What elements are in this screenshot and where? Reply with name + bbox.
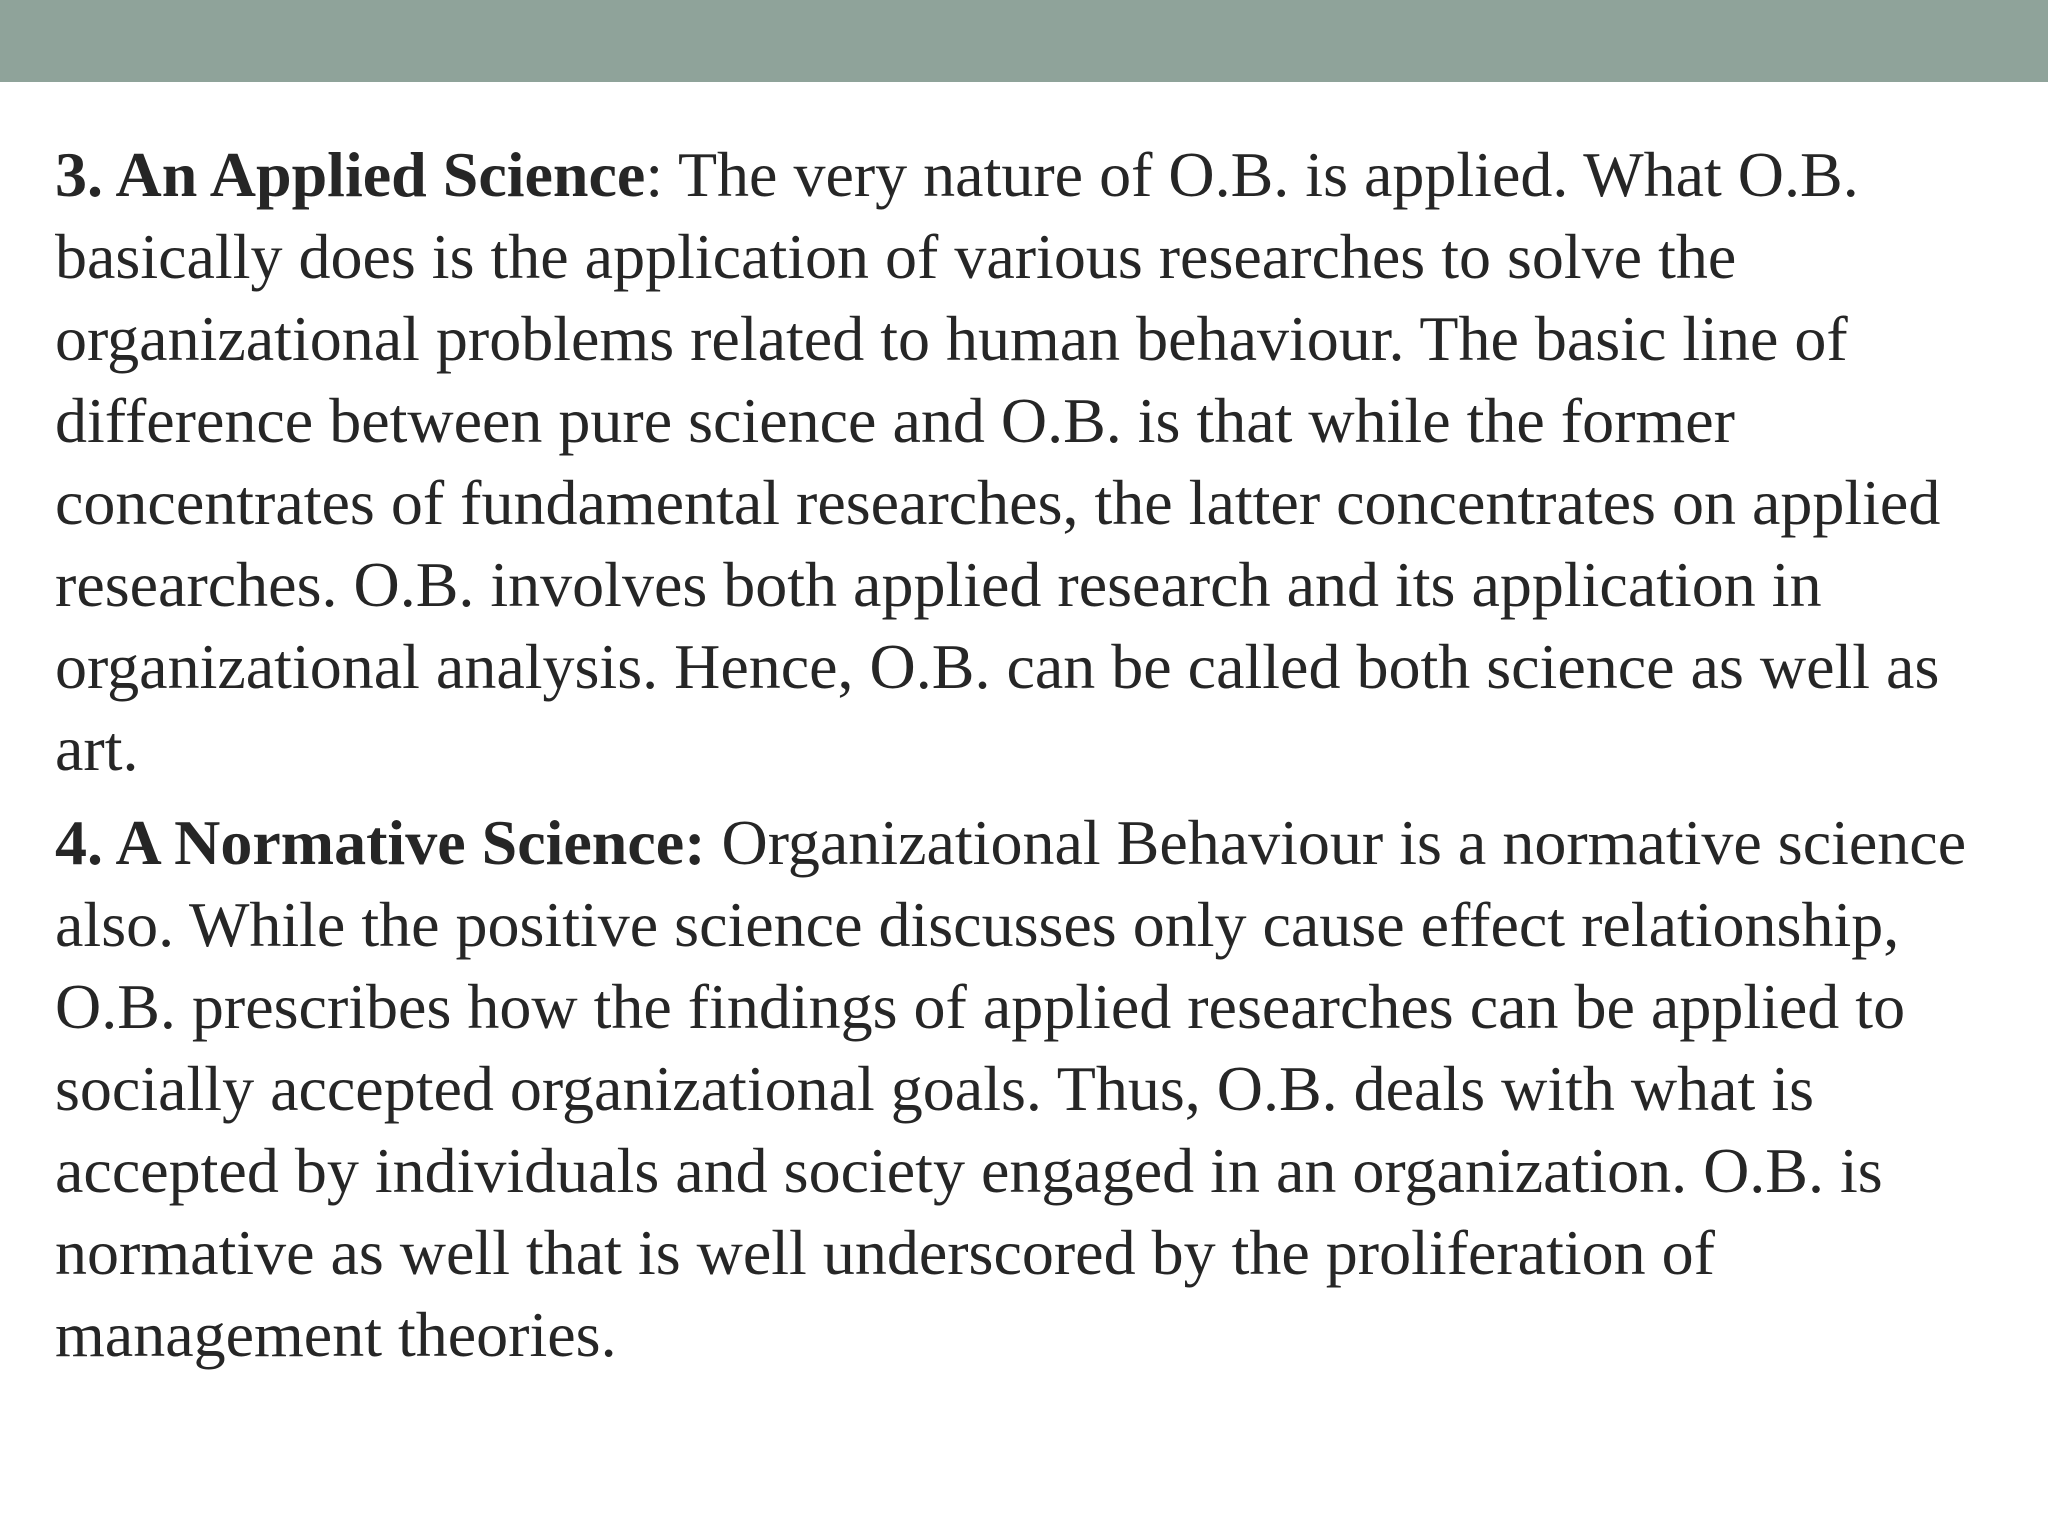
heading-colon: :	[645, 139, 664, 210]
body-applied-science: The very nature of O.B. is applied. What O.B. basically does is the application of various researches to solve the organizational problems related to human behaviour. The basic line of difference between pure science and O.B. is that while the former concentrates of fundamental researches, the latter concentrates on applied researches. O.B. involves both applied research and its application in organizational analysis. Hence, O.B. can be called both science as well as art.	[55, 139, 1941, 784]
slide-body	[55, 134, 2010, 1376]
heading-normative-science: 4. A Normative Science:	[55, 807, 706, 878]
header-band	[0, 0, 2048, 82]
body-normative-science: Organizational Behaviour is a normative science also. While the positive science discusses only cause effect relationship, O.B. prescribes how the findings of applied researches can be applied to socially accepted organizational goals. Thus, O.B. deals with what is accepted by individuals and society engaged in an organization. O.B. is normative as well that is well underscored by the proliferation of management theories.	[55, 807, 1967, 1370]
paragraph-normative-science	[55, 802, 2010, 1376]
heading-applied-science: 3. An Applied Science	[55, 139, 646, 210]
paragraph-applied-science	[55, 134, 2010, 790]
